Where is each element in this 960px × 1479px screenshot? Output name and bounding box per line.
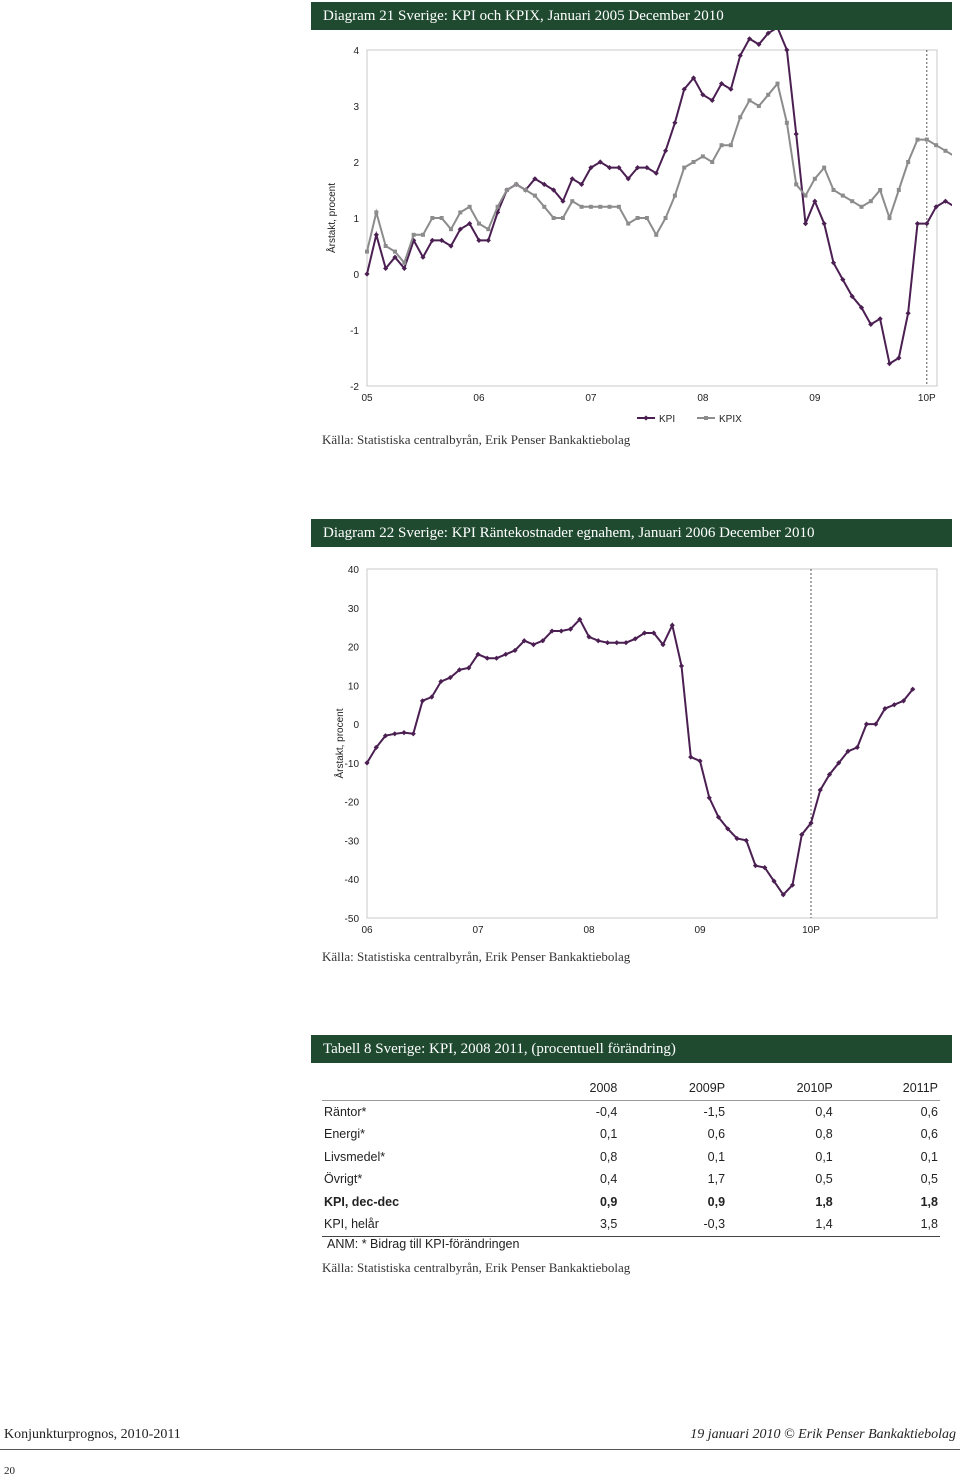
data-point bbox=[561, 216, 565, 220]
data-point bbox=[654, 233, 658, 237]
y-tick-label: 30 bbox=[347, 603, 359, 615]
data-point bbox=[626, 222, 630, 226]
y-tick-label: 20 bbox=[347, 642, 359, 654]
y-axis-label: Årstakt, procent bbox=[335, 708, 346, 779]
x-tick-label: 07 bbox=[585, 393, 597, 404]
kpi-kpix-line-chart bbox=[311, 30, 952, 440]
data-point bbox=[673, 194, 677, 198]
data-point bbox=[608, 205, 612, 209]
x-tick-label: 10P bbox=[917, 393, 936, 404]
data-point bbox=[794, 131, 799, 136]
data-point bbox=[663, 148, 668, 153]
table-row bbox=[322, 1191, 940, 1214]
table-cell: 0,5 bbox=[815, 1172, 833, 1187]
data-point bbox=[753, 863, 758, 868]
x-tick-label: 05 bbox=[361, 393, 373, 404]
legend-marker bbox=[643, 415, 648, 420]
table-cell: 0,1 bbox=[707, 1149, 726, 1164]
footer-divider bbox=[0, 1449, 960, 1450]
table-cell: 3,5 bbox=[534, 1213, 619, 1236]
row-label: Övrigt* bbox=[324, 1172, 363, 1187]
data-point bbox=[766, 93, 770, 97]
data-point bbox=[869, 199, 873, 203]
data-point bbox=[776, 82, 780, 86]
data-point bbox=[374, 210, 378, 214]
data-point bbox=[757, 104, 761, 108]
data-point bbox=[533, 194, 537, 198]
y-tick-label: 40 bbox=[347, 565, 359, 576]
data-point bbox=[614, 640, 619, 645]
data-point bbox=[364, 271, 369, 276]
data-point bbox=[897, 188, 901, 192]
data-point bbox=[841, 194, 845, 198]
data-point bbox=[710, 160, 714, 164]
kpi-rantekostnader-line-chart bbox=[311, 547, 952, 942]
table-cell: 0,1 bbox=[599, 1127, 618, 1142]
data-point bbox=[864, 722, 869, 727]
data-point bbox=[589, 205, 593, 209]
data-point bbox=[570, 199, 574, 203]
data-point bbox=[580, 205, 584, 209]
table-header-cell: 2008 bbox=[534, 1077, 619, 1100]
data-point bbox=[744, 838, 749, 843]
data-point bbox=[430, 216, 434, 220]
table-cell: 0,9 bbox=[707, 1194, 726, 1209]
x-tick-label: 08 bbox=[583, 925, 595, 936]
data-point bbox=[664, 216, 668, 220]
y-tick-label: -1 bbox=[350, 326, 359, 337]
data-point bbox=[804, 194, 808, 198]
data-point bbox=[393, 250, 397, 254]
data-point bbox=[421, 233, 425, 237]
data-point bbox=[701, 154, 705, 158]
table-cell: 1,7 bbox=[707, 1172, 726, 1187]
table-cell: 0,4 bbox=[815, 1104, 833, 1119]
x-tick-label: 10P bbox=[802, 925, 820, 936]
data-point bbox=[384, 244, 388, 248]
data-point bbox=[822, 221, 827, 226]
x-tick-label: 09 bbox=[809, 393, 821, 404]
data-point bbox=[748, 98, 752, 102]
table-cell: 0,4 bbox=[599, 1172, 618, 1187]
data-point bbox=[794, 182, 798, 186]
data-point bbox=[878, 188, 882, 192]
data-point bbox=[514, 182, 518, 186]
table8-source: Källa: Statistiska centralbyrån, Erik Penser Bankaktiebolag bbox=[322, 1260, 631, 1275]
data-point bbox=[915, 221, 920, 226]
data-point bbox=[822, 166, 826, 170]
data-point bbox=[401, 730, 406, 735]
data-point bbox=[720, 143, 724, 147]
y-tick-label: 0 bbox=[353, 720, 359, 732]
data-point bbox=[552, 216, 556, 220]
x-tick-label: 06 bbox=[361, 925, 373, 936]
data-point bbox=[906, 311, 911, 316]
y-tick-label: -2 bbox=[350, 382, 359, 393]
table-cell: 0,6 bbox=[920, 1127, 938, 1142]
data-point bbox=[697, 758, 702, 763]
x-tick-label: 07 bbox=[472, 925, 484, 936]
row-label: Energi* bbox=[324, 1127, 365, 1142]
table-cell: 0,8 bbox=[815, 1127, 833, 1142]
data-point bbox=[692, 160, 696, 164]
data-point bbox=[374, 232, 379, 237]
data-point bbox=[440, 216, 444, 220]
y-tick-label: -50 bbox=[344, 914, 359, 925]
table-cell: 0,8 bbox=[599, 1149, 618, 1164]
table-cell: 0,6 bbox=[920, 1104, 938, 1119]
data-point bbox=[906, 160, 910, 164]
series-line bbox=[367, 30, 952, 364]
data-point bbox=[449, 227, 453, 231]
table-cell: -1,5 bbox=[703, 1104, 726, 1119]
data-point bbox=[672, 120, 677, 125]
table-row bbox=[322, 1213, 940, 1236]
table-cell: 1,4 bbox=[727, 1213, 835, 1236]
data-point bbox=[598, 205, 602, 209]
data-point bbox=[784, 47, 789, 52]
series-line bbox=[367, 619, 913, 894]
y-tick-label: 3 bbox=[353, 102, 359, 113]
y-axis-label: Årstakt, procent bbox=[327, 182, 338, 254]
y-tick-label: -10 bbox=[344, 758, 359, 770]
data-point bbox=[679, 663, 684, 668]
kpi-forecast-table bbox=[322, 1077, 940, 1237]
diagram22-title: Diagram 22 Sverige: KPI Räntekostnader egnahem, Januari 2006 December 2010 bbox=[311, 519, 952, 547]
table-cell: 1,8 bbox=[920, 1194, 938, 1209]
data-point bbox=[605, 640, 610, 645]
table-header-cell: 2009P bbox=[619, 1077, 727, 1100]
page-number: 20 bbox=[4, 1465, 15, 1477]
table-cell: 1,8 bbox=[835, 1213, 940, 1236]
data-point bbox=[738, 115, 742, 119]
y-tick-label: -40 bbox=[344, 875, 359, 887]
row-label: Räntor* bbox=[324, 1104, 367, 1119]
table-cell: 0,5 bbox=[920, 1172, 938, 1187]
series-line bbox=[367, 84, 952, 263]
table-row bbox=[322, 1168, 940, 1191]
data-point bbox=[859, 205, 863, 209]
data-point bbox=[505, 188, 509, 192]
data-point bbox=[392, 731, 397, 736]
diagram21-title: Diagram 21 Sverige: KPI och KPIX, Januari 2005 December 2010 bbox=[311, 2, 952, 30]
data-point bbox=[887, 216, 891, 220]
y-tick-label: -20 bbox=[344, 797, 359, 809]
data-point bbox=[496, 205, 500, 209]
diagram22-source: Källa: Statistiska centralbyrån, Erik Penser Bankaktiebolag bbox=[322, 949, 631, 964]
data-point bbox=[925, 138, 929, 142]
y-tick-label: 1 bbox=[353, 214, 359, 225]
table-header-row bbox=[322, 1077, 940, 1100]
data-point bbox=[542, 205, 546, 209]
table-cell: -0,4 bbox=[595, 1104, 618, 1119]
data-point bbox=[943, 149, 947, 153]
data-point bbox=[402, 261, 406, 265]
plot-area bbox=[367, 50, 937, 386]
table8-note: ANM: * Bidrag till KPI-förändringen bbox=[327, 1237, 520, 1251]
data-point bbox=[785, 121, 789, 125]
table-header-cell bbox=[322, 1077, 534, 1100]
data-point bbox=[617, 205, 621, 209]
data-point bbox=[682, 166, 686, 170]
data-point bbox=[559, 628, 564, 633]
diagram21-source: Källa: Statistiska centralbyrån, Erik Penser Bankaktiebolag bbox=[322, 432, 631, 447]
data-point bbox=[934, 143, 938, 147]
legend-label: KPI bbox=[659, 414, 676, 425]
table-cell: 0,1 bbox=[920, 1149, 938, 1164]
table-row bbox=[322, 1146, 940, 1169]
table8-title: Tabell 8 Sverige: KPI, 2008 2011, (procentuell förändring) bbox=[311, 1035, 952, 1063]
y-tick-label: 0 bbox=[353, 270, 359, 281]
x-tick-label: 08 bbox=[697, 393, 709, 404]
data-point bbox=[636, 216, 640, 220]
data-point bbox=[486, 227, 490, 231]
y-tick-label: 2 bbox=[353, 158, 359, 169]
plot-area bbox=[367, 569, 937, 918]
table-cell: 0,1 bbox=[815, 1149, 833, 1164]
table-cell: -0,3 bbox=[619, 1213, 727, 1236]
row-label: Livsmedel* bbox=[324, 1149, 386, 1164]
data-point bbox=[813, 177, 817, 181]
table-header-cell: 2010P bbox=[727, 1077, 835, 1100]
footer-report-name: Konjunkturprognos, 2010-2011 bbox=[4, 1427, 181, 1442]
data-point bbox=[850, 199, 854, 203]
data-point bbox=[412, 233, 416, 237]
data-point bbox=[645, 216, 649, 220]
footer-date-copyright: 19 januari 2010 © Erik Penser Bankaktiebolag bbox=[690, 1427, 956, 1442]
y-tick-label: 4 bbox=[353, 46, 359, 57]
data-point bbox=[365, 250, 369, 254]
table-cell: 1,8 bbox=[815, 1194, 833, 1209]
legend-marker bbox=[704, 416, 708, 420]
legend-label: KPIX bbox=[719, 414, 742, 425]
row-label: KPI, helår bbox=[322, 1213, 534, 1236]
table-row bbox=[322, 1123, 940, 1146]
table-cell: 0,9 bbox=[599, 1194, 618, 1209]
data-point bbox=[915, 138, 919, 142]
data-point bbox=[477, 222, 481, 226]
data-point bbox=[832, 188, 836, 192]
table-row bbox=[322, 1100, 940, 1123]
data-point bbox=[458, 210, 462, 214]
y-tick-label: 10 bbox=[347, 681, 359, 693]
data-point bbox=[468, 205, 472, 209]
data-point bbox=[524, 188, 528, 192]
row-label: KPI, dec-dec bbox=[324, 1194, 400, 1209]
x-tick-label: 09 bbox=[694, 925, 706, 936]
data-point bbox=[729, 143, 733, 147]
data-point bbox=[411, 731, 416, 736]
x-tick-label: 06 bbox=[473, 393, 485, 404]
table-cell: 0,6 bbox=[707, 1127, 726, 1142]
data-point bbox=[486, 238, 491, 243]
y-tick-label: -30 bbox=[344, 836, 359, 848]
table-header-cell: 2011P bbox=[835, 1077, 940, 1100]
